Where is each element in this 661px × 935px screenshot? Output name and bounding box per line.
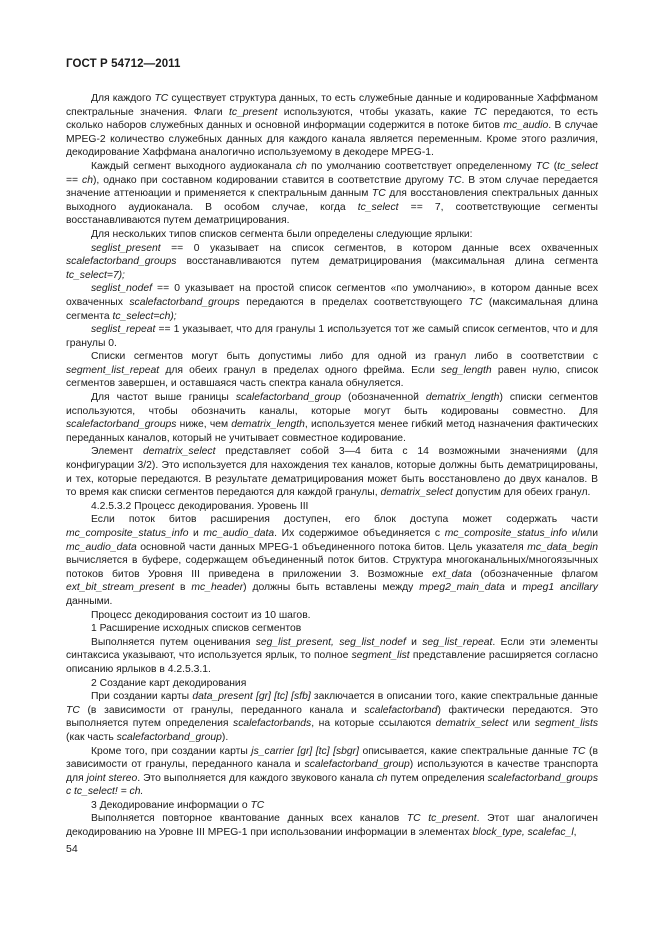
- italic-term: mpeg1 ancillary: [522, 582, 598, 594]
- text-run: (в зависимости от гранулы, переданного канала и: [66, 745, 598, 771]
- italic-term: scalefactorbands: [233, 718, 312, 730]
- italic-term: TC tc_present: [406, 813, 477, 825]
- text-run: для восстановления спектральных данных выходного аудиоканала. В особом случае, когда: [66, 188, 598, 213]
- italic-term: scalefactorband_groups c tc_select! = ch.: [66, 772, 598, 798]
- italic-term: TC: [154, 93, 169, 104]
- body-paragraph: [66, 445, 598, 499]
- italic-term: tc_select=ch);: [112, 310, 177, 322]
- italic-term: seg_length: [441, 364, 492, 376]
- italic-term: seglist_present: [91, 242, 161, 254]
- text-run: . В случае MPEG-2 количество служебных данных для каждого канала является переменным. Кроме этого различия, декодирование Хаффмана аналогично используемому в декодере MPEG-1.: [66, 120, 598, 159]
- italic-term: TC: [66, 704, 80, 716]
- text-run: Элемент: [91, 446, 143, 458]
- italic-term: scalefactorband_group: [116, 731, 222, 743]
- text-run: Для нескольких типов списков сегмента были определены следующие ярлыки:: [91, 228, 473, 240]
- text-run: и/или: [567, 528, 598, 539]
- text-run: , используется менее гибкий метод назначения фактических переданных каналов, который не учитывает совместное кодирование.: [66, 419, 598, 444]
- italic-term: tc_select: [357, 201, 399, 213]
- text-run: (максимальная длина сегмента: [66, 296, 598, 322]
- text-run: передаются, то есть сколько наборов служебных данных и основной информации содержится в потоке битов: [66, 106, 598, 132]
- body-paragraph: [66, 677, 598, 691]
- text-run: При создании карты: [91, 691, 193, 703]
- italic-term: mc_audio_data: [203, 528, 275, 539]
- text-run: в: [174, 582, 192, 594]
- body-paragraph: [66, 500, 598, 514]
- text-run: ,: [573, 827, 577, 839]
- italic-term: tc_present: [229, 106, 278, 118]
- italic-term: segment_list_repeat: [66, 364, 160, 376]
- italic-term: seglist_repeat: [91, 324, 156, 336]
- text-run: ) фактически передаются. Это выполняется путем определения: [66, 704, 598, 730]
- text-run: . Этот шаг аналогичен декодированию на Уровне III MPEG-1 при использовании информации в элементах: [66, 813, 598, 839]
- body-paragraph: [66, 282, 598, 323]
- italic-term: dematrix_length: [425, 392, 500, 404]
- text-run: == 0 указывает на список сегментов, в котором данные всех охваченных: [160, 242, 598, 254]
- text-run: == 1 указывает, что для гранулы 1 используется тот же самый список сегментов, что и для гранулы 0.: [66, 324, 598, 349]
- document-body: [66, 92, 598, 840]
- text-run: данными.: [66, 595, 113, 607]
- text-run: ).: [221, 731, 229, 743]
- italic-term: data_present [gr] [tc] [sfb]: [192, 691, 311, 703]
- body-paragraph: [66, 690, 598, 744]
- text-run: описывается, какие спектральные данные: [358, 745, 572, 757]
- text-run: ) используются в качестве транспорта для: [66, 759, 598, 784]
- text-run: по умолчанию соответствует определенному: [306, 160, 536, 172]
- text-run: Каждый сегмент выходного аудиоканала: [91, 160, 296, 172]
- italic-term: mc_data_begin: [527, 541, 598, 553]
- text-run: . Если эти элементы синтаксиса указывают, что используется ярлык, то полное: [66, 636, 598, 662]
- text-run: == 0 указывает на простой список сегментов «по умолчанию», в котором данные всех охваченных: [66, 283, 598, 308]
- page-number: 54: [66, 843, 78, 855]
- text-run: и: [188, 528, 204, 539]
- text-run: 3 Декодирование информации о: [91, 799, 251, 811]
- body-paragraph: [66, 609, 598, 623]
- text-run: 2 Создание карт декодирования: [91, 677, 247, 689]
- text-run: заключается в описании того, какие спектральные данные: [310, 691, 598, 703]
- body-paragraph: [66, 323, 598, 350]
- italic-term: seg_list_repeat: [422, 636, 493, 648]
- text-run: ) должны быть вставлены между: [243, 582, 420, 594]
- text-run: ), однако при составном кодировании ставится в соответствие другому: [92, 174, 448, 186]
- italic-term: scalefactorband_group: [304, 759, 410, 771]
- text-run: Если поток битов расширения доступен, его блок доступа может содержать части: [91, 514, 598, 526]
- italic-term: mc_audio_data: [66, 541, 137, 553]
- italic-term: scalefactorband_groups: [66, 419, 177, 431]
- italic-term: tc_select: [557, 160, 598, 172]
- italic-term: block_type, scalefac_l: [472, 827, 574, 839]
- text-run: для обеих гранул в пределах одного фрейма. Если: [159, 364, 442, 376]
- text-run: восстанавливаются путем дематрицирования (максимальная длина сегмента: [176, 256, 598, 268]
- italic-term: dematrix_select: [380, 487, 453, 499]
- text-run: и: [405, 636, 423, 648]
- text-run: . В этом случае передается значение аттенюации и применяется к спектральным данным: [66, 174, 598, 200]
- italic-term: dematrix_select: [143, 446, 216, 458]
- body-paragraph: [66, 622, 598, 636]
- text-run: Кроме того, при создании карты: [91, 745, 252, 757]
- italic-term: TC: [535, 160, 550, 172]
- document-header: ГОСТ Р 54712—2011: [66, 58, 181, 70]
- italic-term: mc_composite_status_info: [66, 528, 189, 539]
- italic-term: mc_composite_status_info: [444, 528, 568, 539]
- text-run: представляет собой 3—4 бита с 14 возможными значениями (для конфигурации 3/2). Это используется для нахождения тех каналов, которые должны быть дематрицированы, и тех, которые передаются. В результате дематрицирования может быть восстановлено до двух каналов. В то время как списки сегментов передаются для каждой гранулы,: [66, 446, 598, 499]
- italic-term: scalefactorband_groups: [66, 256, 177, 268]
- text-run: Выполняется повторное квантование данных всех каналов: [91, 813, 407, 825]
- italic-term: TC: [473, 106, 487, 118]
- italic-term: TC: [571, 745, 586, 757]
- body-paragraph: [66, 228, 598, 242]
- text-run: (обозначенной: [341, 392, 426, 404]
- body-paragraph: [66, 242, 598, 283]
- text-run: (: [549, 160, 558, 172]
- italic-term: dematrix_select: [435, 718, 509, 730]
- text-run: (в зависимости от гранулы, переданного канала и: [79, 704, 365, 716]
- italic-term: mc_header: [191, 582, 244, 594]
- italic-term: TC: [250, 799, 265, 811]
- text-run: 1 Расширение исходных списков сегментов: [91, 623, 302, 635]
- text-run: и: [504, 582, 523, 594]
- italic-term: scalefactorband_groups: [129, 296, 240, 308]
- text-run: основной части данных MPEG-1 объединенного потока битов. Цель указателя: [136, 541, 528, 553]
- text-run: Выполняется путем оценивания: [91, 636, 256, 648]
- italic-term: mpeg2_main_data: [419, 582, 505, 594]
- italic-term: TC: [447, 174, 462, 186]
- italic-term: seglist_nodef: [91, 283, 152, 295]
- text-run: вычисляется в буфере, содержащем объединенный поток битов. Структура многоканальных/многоязычных потоков битов Уровня III приведена в приложении З. Возможные: [66, 555, 598, 580]
- italic-term: scalefactorband_group: [235, 392, 342, 404]
- italic-term: js_carrier [gr] [tc] [sbgr]: [251, 745, 359, 757]
- text-run: ) списки сегментов используются, чтобы обозначить каналы, которые могут быть кодированы совместно. Для: [66, 392, 598, 417]
- text-run: равен нулю, список сегментов завершен, и оставшаяся часть спектра канала обнуляется.: [66, 364, 598, 390]
- italic-term: segment_lists: [534, 718, 598, 730]
- italic-term: ch: [376, 772, 388, 784]
- text-run: (как часть: [66, 731, 117, 743]
- text-run: . Их содержимое объединяется с: [274, 528, 445, 539]
- italic-term: ext_bit_stream_present: [66, 582, 175, 594]
- text-run: или: [508, 718, 535, 730]
- italic-term: tc_select=7);: [66, 269, 125, 281]
- body-paragraph: [66, 350, 598, 391]
- italic-term: TC: [371, 188, 386, 200]
- body-paragraph: [66, 391, 598, 445]
- body-paragraph: [66, 160, 598, 228]
- body-paragraph: [66, 92, 598, 160]
- italic-term: mc_audio: [503, 120, 549, 132]
- text-run: ==: [66, 174, 83, 186]
- text-run: == 7, соответствующие сегменты восстанавливаются путем дематрицирования.: [66, 201, 598, 227]
- italic-term: seg_list_present, seg_list_nodef: [255, 636, 406, 648]
- italic-term: scalefactorband: [364, 704, 438, 716]
- text-run: путем определения: [387, 772, 488, 784]
- text-run: 4.2.5.3.2 Процесс декодирования. Уровень III: [91, 500, 309, 512]
- italic-term: ch: [82, 174, 93, 186]
- text-run: ниже, чем: [176, 419, 232, 431]
- text-run: Для частот выше границы: [91, 392, 236, 404]
- body-paragraph: [66, 513, 598, 608]
- body-paragraph: [66, 812, 598, 839]
- text-run: Процесс декодирования состоит из 10 шагов.: [91, 609, 311, 621]
- italic-term: TC: [468, 296, 483, 308]
- text-run: (обозначенные флагом: [471, 568, 598, 580]
- text-run: Для каждого: [91, 93, 155, 104]
- italic-term: ext_data: [432, 568, 472, 580]
- italic-term: segment_list: [351, 650, 410, 662]
- text-run: существует структура данных, то есть служебные данные и кодированные Хаффманом спектральные значения. Флаги: [66, 93, 598, 118]
- text-run: передаются в пределах соответствующего: [239, 296, 469, 308]
- italic-term: dematrix_length: [231, 419, 305, 431]
- text-run: используются, чтобы указать, какие: [277, 106, 474, 118]
- italic-term: ch: [295, 160, 307, 172]
- body-paragraph: [66, 745, 598, 799]
- body-paragraph: [66, 799, 598, 813]
- text-run: представление расширяется согласно описанию ярлыков в 4.2.5.3.1.: [66, 650, 598, 675]
- italic-term: joint stereo: [86, 772, 138, 784]
- text-run: , на которые ссылаются: [311, 718, 436, 730]
- text-run: допустим для обеих гранул.: [452, 487, 591, 499]
- text-run: . Это выполняется для каждого звукового канала: [137, 772, 377, 784]
- body-paragraph: [66, 636, 598, 677]
- text-run: Списки сегментов могут быть допустимы либо для одной из гранул либо в соответствии с: [91, 351, 598, 363]
